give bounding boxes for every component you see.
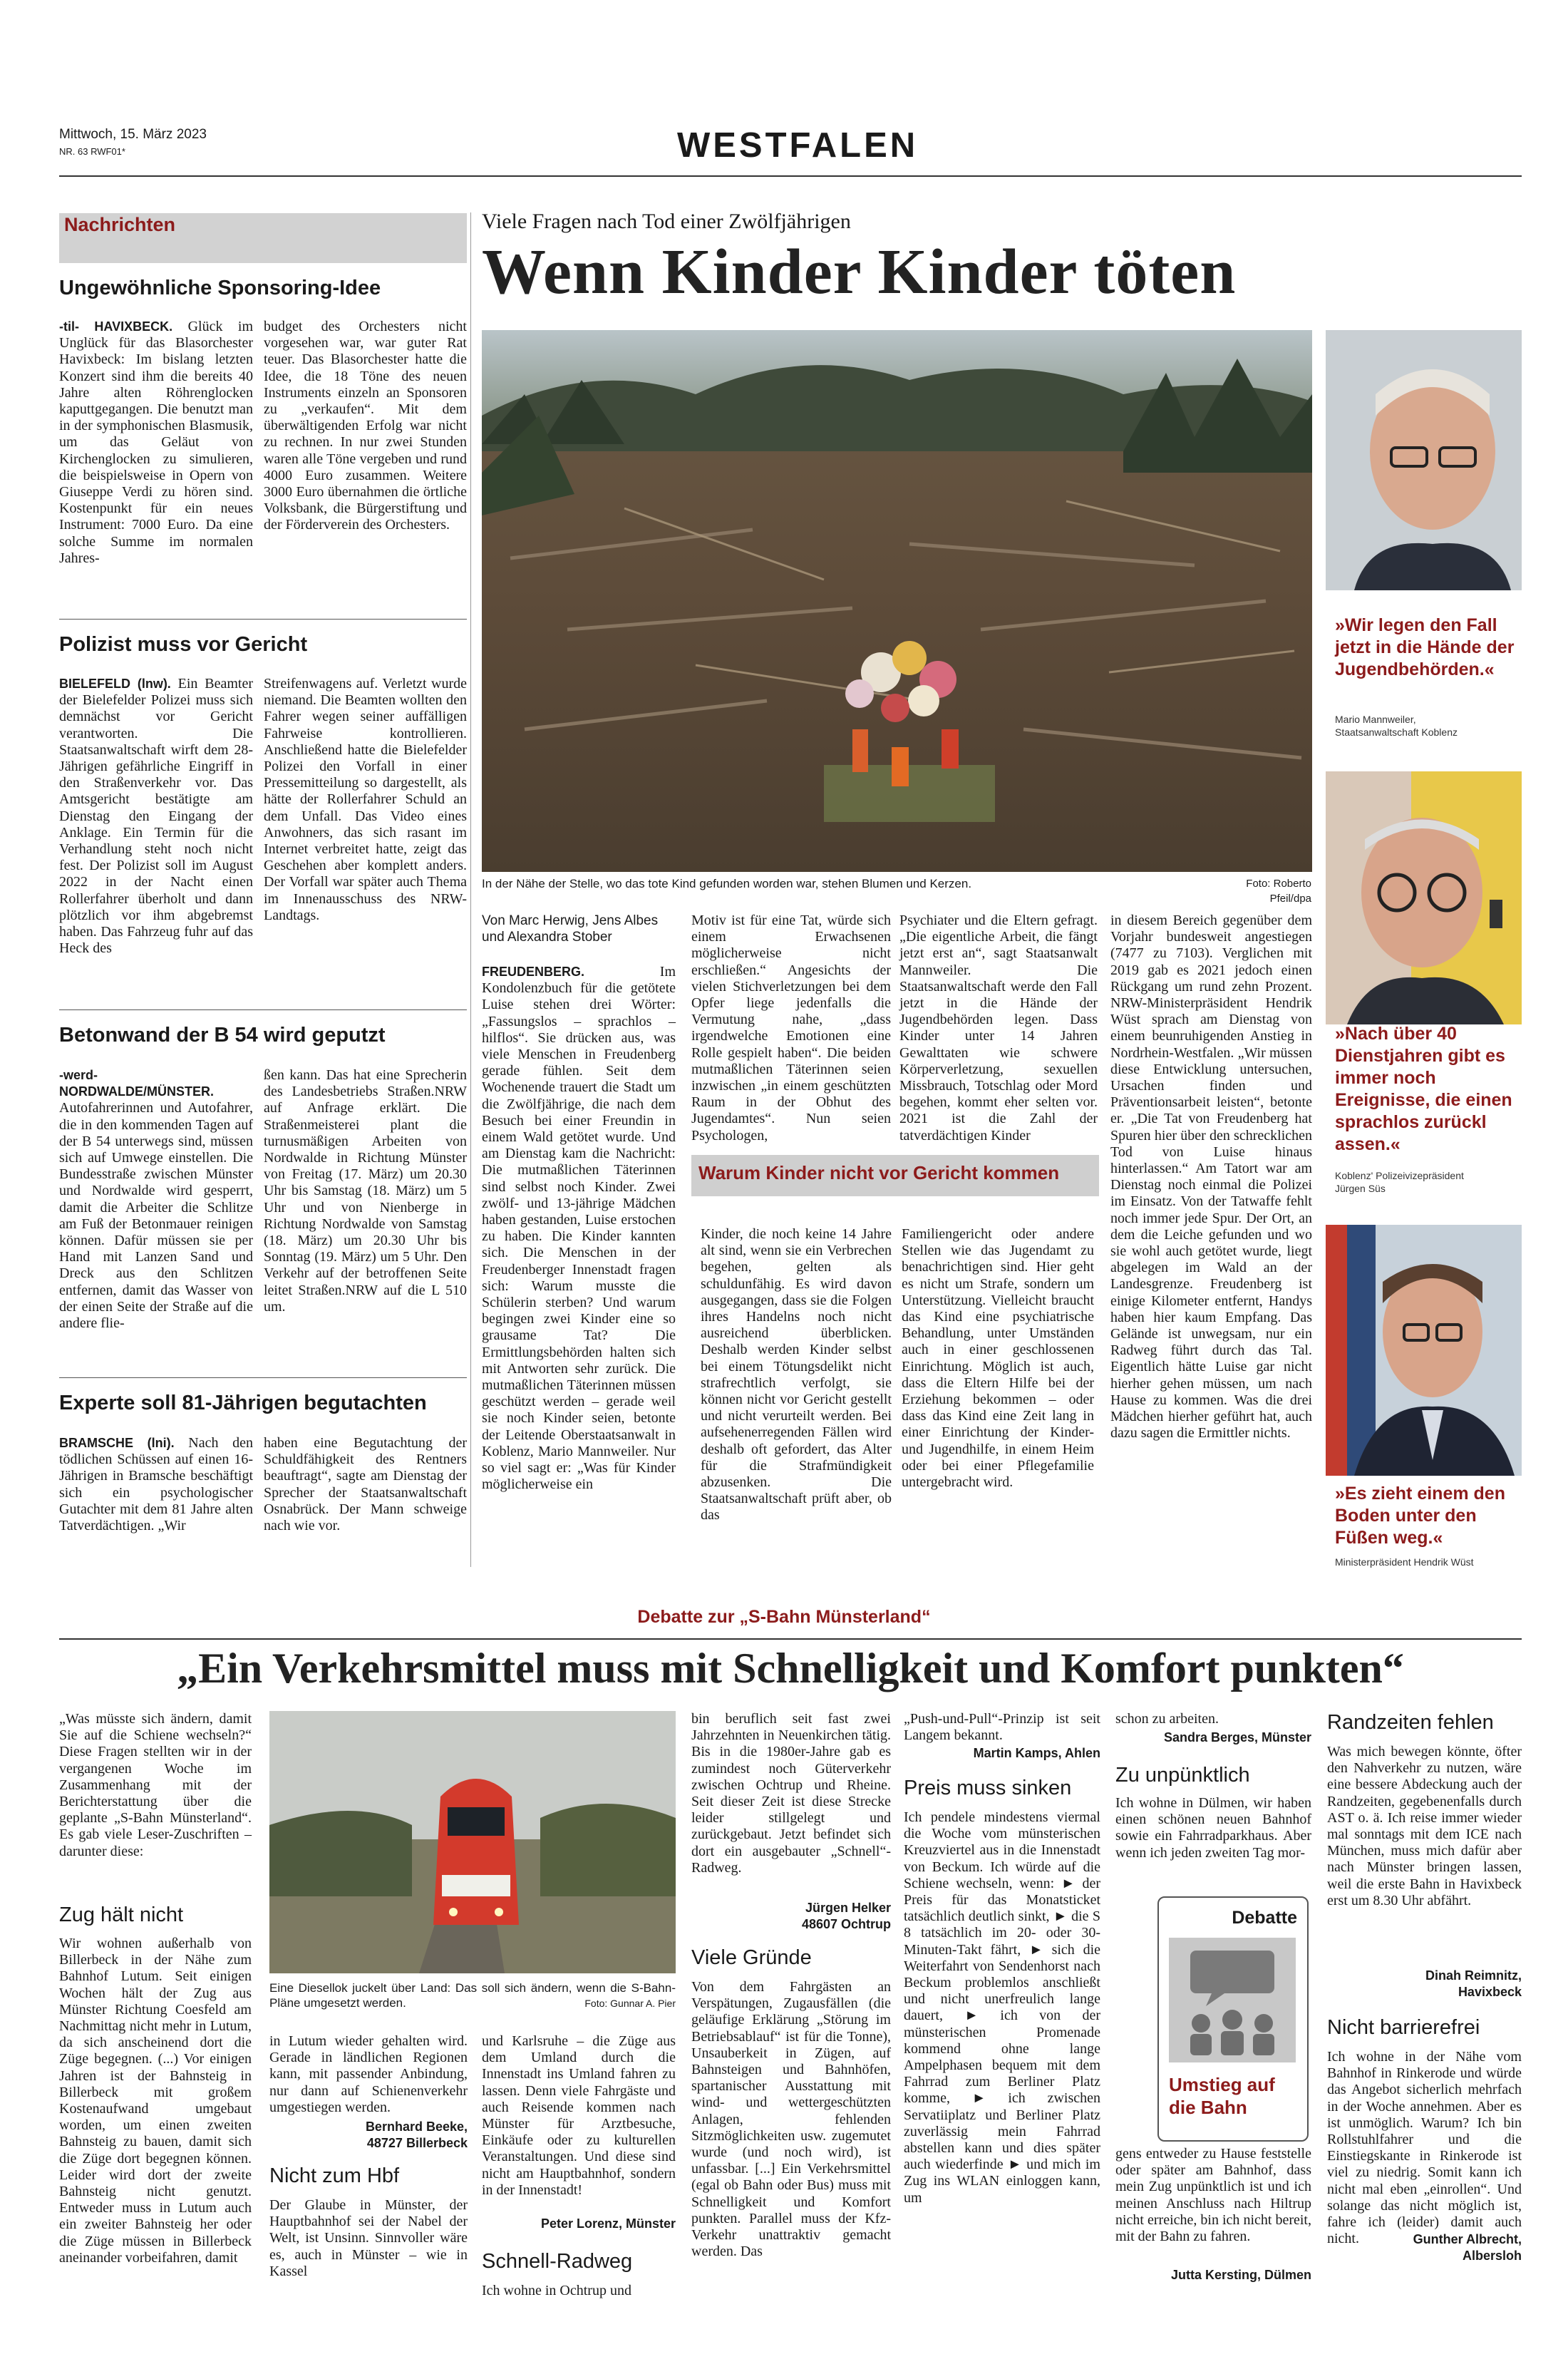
column-rule <box>470 212 471 1567</box>
lead-photo-caption: In der Nähe der Stelle, wo das tote Kind gefunden worden war, stehen Blumen und Kerzen. <box>482 877 972 890</box>
debatte-box-label: Debatte <box>1232 1908 1297 1928</box>
letter-text: Von dem Fahrgästen an Verspätungen, Zugausfällen (die geläufige Erklärung „Störung im Betriebsablauf“ ist für die Tonne), Unsauberkeit in Zügen, auf Bahnsteigen und Bahnhöfen, spartanischer Ausstattung mit wind- und wettergeschützten Anlagen, fehlenden Sitzmöglichkeiten usw. zugemutet wurde (und noch wird), ist unfassbar. [...] Ein Verkehrsmittel (egal ob Bahn oder Bus) muss mit Schnelligkeit und Komfort punkten. Parallel muss der Kfz-Verkehr unattraktiv gemacht werden. Das <box>691 1979 891 2260</box>
brief-text: Nach den tödlichen Schüssen auf einen 16-Jährigen in Bramsche beschäftigt sich ein psychologischer Gutachter mit dem 81 Jahre alten Tatverdächtigen. „Wir <box>59 1435 253 1534</box>
brief-body-col1 <box>59 1435 253 1561</box>
info-box-col2: Familiengericht oder andere Stellen wie das Jugendamt zu benachrichtigen sind. Hier geht es nicht um Strafe, sondern um Unterstützung. Vielleicht braucht das Kind eine psychiatrische Behandlung, unter Umständen auch in einer geschlossenen Einrichtung. Möglich ist auch, dass die Eltern Hilfe bei der Erziehung bekommen – oder dass das Kind eine Zeit lang in einer Einrichtung der Kinder- und Jugendhilfe, in einem Heim oder bei einer Pflegefamilie untergebracht wird. <box>902 1226 1094 1491</box>
brief-body-col2: budget des Orchesters nicht vorgesehen war, war guter Rat teuer. Das Blasorchester hatte die Idee, die 18 Töne des neuen Instruments einzeln an Sponsoren zu „verkaufen“. Mit dem überwältigenden Erfolg war nicht zu rechnen. In nur zwei Stunden waren alle Töne vergeben und rund 4000 Euro zusammen. Weitere 3000 Euro übernahmen die örtliche Volksbank, die Bürgerstiftung und der Förderverein des Orchesters. <box>264 319 467 533</box>
lead-photo <box>482 330 1312 872</box>
train-photo-credit: Foto: Gunnar A. Pier <box>584 1998 676 2009</box>
edition-date: Mittwoch, 15. März 2023 <box>59 127 207 142</box>
lead-headline: Wenn Kinder Kinder töten <box>482 237 1237 307</box>
train-photo <box>269 1711 676 1973</box>
brief-text: Ein Beamter der Bielefelder Polizei muss sich demnächst vor Gericht verantworten. Die Staatsanwaltschaft wirft dem 28-Jährigen gefährliche Eingriff in den Straßenverkehr vor. Das Amtsgericht bestätigte am Dienstag den Eingang der Anklage. Ein Termin für die Verhandlung steht noch nicht fest. Der Polizist soll im August 2022 in der Nacht einen Rollerfahrer überholt und dann plötzlich vor ihm abgebremst haben. Das Fahrzeug fuhr auf das Heck des <box>59 676 253 957</box>
brief-body-col2: ßen kann. Das hat eine Sprecherin des Landesbetriebs Straßen.NRW auf Anfrage erklärt. Die Straßenmeisterei plant die turnusmäßigen Arbeiten von Nordwalde in Richtung Münster von Freitag (17. März) um 20.30 Uhr bis Samstag (18. März) um 5 Uhr und von Nienberge in Richtung Nordwalde von Samstag (18. März) um 20.30 Uhr bis Sonntag (19. März) um 5 Uhr. Den Verkehr auf der betroffenen Seite leitet Straßen.NRW auf die L 510 um. <box>264 1067 467 1315</box>
lead-kicker: Viele Fragen nach Tod einer Zwölfjährigen <box>482 210 851 233</box>
letter-text: Der Glaube in Münster, der Hauptbahnhof sei der Nabel der Welt, ist Unsinn. Sinnvoller wäre es, auch in Münster – wie in Kassel <box>269 2197 468 2279</box>
divider <box>59 1009 467 1010</box>
letter-heading: Viele Gründe <box>691 1946 812 1969</box>
letter-signature: Sandra Berges, Münster <box>1163 1730 1311 1745</box>
letter-signature: Jürgen Helker 48607 Ochtrup <box>801 1901 891 1931</box>
letter-text: Ich wohne in Dülmen, wir haben einen schönen neuen Bahnhof sowie ein Fahrradparkhaus. Aber wenn ich jeden zweiten Tag mor- <box>1115 1795 1311 1861</box>
letter-text: Ich pendele mindestens viermal die Woche vom münsterischen Kreuzviertel aus in die Innenstadt von Beckum. Ich würde auf die Schiene wechseln, wenn: ► der Preis für das Monatsticket tatsächlich deutlich sinkt, ► die S 8 tatsächlich im 20- oder 30-Minuten-Takt fährt, ► sich die Weiterfahrt von Sendenhorst nach Beckum problemlos anschließt und nicht unerfreulich lange dauert, ► ich von der münsterischen Promenade kommend ohne lange Ampelphasen bequem mit dem Fahrrad zum Berliner Platz komme, ► ich zwischen Servatiiplatz und Berliner Platz zuverlässig mein Fahrrad abstellen kann und dies später auch wiederfinde ► und mich im Zug ins WLAN einloggen kann, um <box>904 1809 1100 2206</box>
letter-text: Ich wohne in Ochtrup und <box>482 2283 631 2298</box>
letter-heading: Schnell-Radweg <box>482 2250 633 2273</box>
debatte-box-title: Umstieg auf die Bahn <box>1169 2074 1275 2118</box>
brief-body-col1 <box>59 676 253 1001</box>
brief-text: Glück im Unglück für das Blasorchester Havixbeck: Im bislang letzten Konzert sind ihm die bereits 40 Jahre alten Röhrenglocken kaputtgegangen. Die benutzt man in der symphonischen Blasmusik, um das Geläut von Kirchenglocken zu simulieren, die beispielsweise in Opern von Giuseppe Verdi zu hören sind. Kostenpunkt für ein neues Instrument: 7000 Euro. Da eine solche Summe im normalen Jahres- <box>59 319 253 566</box>
lead-body-col4: in diesem Bereich gegenüber dem Vorjahr bundesweit angestiegen (7477 zu 7103). Verglichen mit 2019 gab es 2021 jedoch einen Rückgang um rund zehn Prozent. NRW-Ministerpräsident Hendrik Wüst sprach am Dienstag von einem beunruhigenden Anstieg in Nordrhein-Westfalen. „Wir müssen diese Entwicklung untersuchen, Ursachen finden und Präventionsarbeit leisten“, betonte er. „Die Tat von Freudenberg hat Spuren hier über den schrecklichen Tod von Luise hinaus hinterlassen.“ Am Tatort war am Dienstag noch einmal die Polizei im Einsatz. Von der Tatwaffe fehlt noch immer jede Spur. Der Ort, an dem die Leiche gefunden und wo sie wohl auch getötet wurde, liegt abgelegen im Wald an der Landesgrenze. Freudenberg ist einige Kilometer entfernt, Handys haben hier kaum Empfang. Das Gelände ist unwegsam, nur ein Radweg führt durch das Tal. Eigentlich hätte Luise gar nicht hierher gehen müssen, um nach Hause zu kommen. Was die drei Mädchen hierher geführt hat, auch dazu sagen die Ermittler nichts. <box>1110 913 1312 1442</box>
pull-quote: »Es zieht einem den Boden unter den Füßen weg.« <box>1335 1484 1505 1548</box>
pull-quote: »Wir legen den Fall jetzt in die Hände der Jugendbehörden.« <box>1335 615 1515 679</box>
portrait-mannweiler <box>1326 330 1522 590</box>
letter-text: und Karlsruhe – die Züge aus dem Umland durch die Innenstadt ins Umland fahren zu lassen. Denn viele Fahrgäste und auch Reisende kommen nach Münster für Arztbesuche, Einkäufe oder zu kulturellen Veranstaltungen. Und diese sind nicht am Hauptbahnhof, sondern in der Innenstadt! <box>482 2033 676 2198</box>
letter-signature: Bernhard Beeke, 48727 Billerbeck <box>365 2119 468 2150</box>
lead-body-col3: Psychiater und die Eltern gefragt. „Die eigentliche Arbeit, die fängt jetzt erst an“, sagt Staatsanwalt Mannweiler. Die Staatsanwaltschaft werde den Fall jetzt in die Hände der Jugendbehörden legen. Dass Kinder unter 14 Jahren Gewalttaten wie schwere Körperverletzung, sexuellen Missbrauch, Totschlag oder Mord begehen, kommt eher selten vor. 2021 ist die Zahl der tatverdächtigen Kinder <box>899 913 1098 1144</box>
divider <box>59 1377 467 1378</box>
brief-dateline: -werd- NORDWALDE/MÜNSTER. <box>59 1068 214 1099</box>
brief-dateline: BIELEFELD (lnw). <box>59 677 171 691</box>
debatte-headline: „Ein Verkehrsmittel muss mit Schnelligkeit und Komfort punkten“ <box>177 1645 1404 1692</box>
letter-text: schon zu arbeiten. <box>1115 1711 1219 1727</box>
debatte-rule <box>59 1638 1522 1640</box>
letter-text: Ich wohne in der Nähe vom Bahnhof in Rinkerode und würde das Angebot sicherlich mehrfach in der Woche annehmen. Aber es ist unmöglich. Warum? Ich bin Rollstuhlfahrer und die Einstiegskante in Rinkerode ist viel zu niedrig. Somit kann ich nicht mal eben „einrollen“. Und solange das nicht möglich ist, fahre ich (leider) damit auch nicht. <box>1327 2049 1522 2247</box>
brief-title: Experte soll 81-Jährigen begutachten <box>59 1392 427 1414</box>
letter-heading: Preis muss sinken <box>904 1777 1072 1799</box>
brief-text: Autofahrerinnen und Autofahrer, die in den kommenden Tagen auf der B 54 unterwegs sind, müssen sich auf Umwege einstellen. Die Bundesstraße zwischen Münster und Nordwalde wird gesperrt, damit die Arbeiter die Schlitze am Fuß der Betonmauer reinigen können. Dafür müssen sie per Hand mit Lanzen Sand und Dreck aus den Schlitzen entfernen, damit das Wasser von der einen Seite der Straße auf die andere flie- <box>59 1100 253 1332</box>
lead-body-col2: Motiv ist für eine Tat, würde sich einem Erwachsenen möglicherweise nicht erschließen.“ Angesichts der vielen Stichverletzungen bei dem Opfer liege jedenfalls die Vermutung nahe, „dass irgendwelche Emotionen eine Rolle gespielt haben“. Die beiden mutmaßlichen Täterinnen seien inzwischen „in einem geschützten Raum in der Obhut des Jugendamtes“. Nun seien Psychologen, <box>691 913 891 1144</box>
letter-text: Wir wohnen außerhalb von Billerbeck in der Nähe zum Bahnhof Lutum. Seit einigen Wochen hält der Zug aus Münster Richtung Coesfeld am Nachmittag nicht mehr in Lutum, da sich anscheinend dort die Züge begegnen. (...) Vor einigen Jahren ist der Bahnsteig in Billerbeck mit großem Kostenaufwand umgebaut worden, um einen zweiten Bahnsteig zu bauen, damit sich die Züge dort begegnen können. Leider wird dort der zweite Bahnsteig nicht genutzt. Entweder muss in Lutum auch ein zweiter Bahnsteig her oder die Züge müssen in Billerbeck aneinander vorbeifahren, damit <box>59 1936 252 2266</box>
brief-body-col2: Streifenwagens auf. Verletzt wurde niemand. Die Beamten wollten den Fahrer wegen seiner auffälligen Fahrweise kontrollieren. Anschließend hatte die Bielefelder Polizei den Vorfall in einer Pressemitteilung so dargestellt, als hätte der Rollerfahrer Schuld an dem Unfall. Das Video eines Anwohners, das sich rasant im Internet verbreitet hatte, zeigt das Geschehen aber komplett anders. Der Vorfall war später auch Thema im Innenausschuss des NRW-Landtags. <box>264 676 467 923</box>
letter-text: Was mich bewegen könnte, öfter den Nahverkehr zu nutzen, wäre eine bessere Abdeckung auch der Randzeiten, gegebenenfalls durch AST o. ä. Ich reise immer wieder mal sonntags mit dem ICE nach München, muss mich dafür aber nach Münster bringen lassen, weil die erste Bahn in Havixbeck erst um 8.30 Uhr abfährt. <box>1327 1744 1522 1908</box>
train-photo-caption: Eine Diesellok juckelt über Land: Das soll sich ändern, wenn die S-Bahn-Pläne umgesetzt werden. <box>269 1981 676 2010</box>
letter-signature: Jutta Kersting, Dülmen <box>1170 2268 1311 2282</box>
quote-source: Ministerpräsident Hendrik Wüst <box>1335 1556 1474 1568</box>
letter-text: bin beruflich seit fast zwei Jahrzehnten in Neuenkirchen tätig. Bis in die 1980er-Jahre gab es zumindest noch Güterverkehr zwischen Ochtrup und Rheine. Seit dieser Zeit ist diese Strecke leider stillgelegt und zurückgebaut. Jetzt befindet sich dort ein ausgebauter „Schnell“-Radweg. <box>691 1711 891 1876</box>
brief-title: Polizist muss vor Gericht <box>59 633 308 656</box>
letter-signature: Dinah Reimnitz, Havixbeck <box>1425 1968 1522 1999</box>
lead-dateline: FREUDENBERG. <box>482 965 585 979</box>
lead-photo-credit: Foto: Roberto Pfeil/dpa <box>1246 878 1311 905</box>
brief-dateline: -til- HAVIXBECK. <box>59 319 173 334</box>
brief-body-col1 <box>59 1067 253 1370</box>
info-box-title: Warum Kinder nicht vor Gericht kommen <box>698 1162 1060 1183</box>
letter-heading: Zug hält nicht <box>59 1903 184 1926</box>
portrait-wuest <box>1326 1225 1522 1476</box>
issue-number: NR. 63 RWF01* <box>59 146 125 157</box>
divider <box>59 619 467 620</box>
letter-text: gens entweder zu Hause feststelle oder später am Bahnhof, dass mein Zug unpünktlich ist und ich meinen Anschluss nach Hiltrup nicht erreiche, bin ich nicht bereit, mit der Bahn zu fahren. <box>1115 2146 1311 2245</box>
debatte-intro: „Was müsste sich ändern, damit Sie auf die Schiene wechseln?“ Diese Fragen stellten wir in der vergangenen Woche im Zusammenhang mit der Berichterstattung über die geplante „S-Bahn Münsterland“. Es gab viele Leser-Zuschriften – darunter diese: <box>59 1711 252 1859</box>
lead-byline: Von Marc Herwig, Jens Albes und Alexandra Stober <box>482 913 659 945</box>
letter-text: „Push-und-Pull“-Prinzip ist seit Langem bekannt. <box>904 1711 1100 1744</box>
quote-source: Mario Mannweiler, Staatsanwaltschaft Koblenz <box>1335 714 1458 738</box>
portrait-sues <box>1326 771 1522 1024</box>
brief-title: Ungewöhnliche Sponsoring-Idee <box>59 277 381 299</box>
letter-heading: Nicht zum Hbf <box>269 2164 400 2187</box>
letter-heading: Zu unpünktlich <box>1115 1764 1250 1787</box>
letter-signature: Peter Lorenz, Münster <box>540 2216 676 2231</box>
lead-body-col1 <box>482 964 676 1576</box>
brief-body-col2: haben eine Begutachtung der Schuldfähigkeit des Rentners beauftragt“, sagte am Dienstag der Sprecher der Staatsanwaltschaft Osnabrück. Der Mann schweige nach wie vor. <box>264 1435 467 1534</box>
discussion-icon <box>1169 1938 1296 2062</box>
letter-heading: Randzeiten fehlen <box>1327 1711 1494 1734</box>
letter-signature: Martin Kamps, Ahlen <box>973 1746 1100 1760</box>
brief-title: Betonwand der B 54 wird geputzt <box>59 1024 386 1047</box>
pull-quote: »Nach über 40 Dienstjahren gibt es immer noch Ereignisse, die einen sprachlos zurückl assen.« <box>1335 1024 1512 1154</box>
brief-body-col1 <box>59 319 253 611</box>
letter-text: in Lutum wieder gehalten wird. Gerade in ländlichen Regionen kann, mit passender Anbindung, nur dann auf Schienenverkehr umgestiegen werden. <box>269 2033 468 2115</box>
nachrichten-label: Nachrichten <box>64 214 176 235</box>
masthead-rule <box>59 175 1522 177</box>
lead-text: Im Kondolenzbuch für die getötete Luise stehen drei Wörter: „Fassungslos – sprachlos – hilflos“. Sie drücken aus, was viele Menschen in Freudenberg gerade fühlen. Seit dem Wochenende trauert die Stadt um die Zwölfjährige, die nach dem Besuch bei einer Freundin in einem Wald getötet wurde. Und am Dienstag kam die Nachricht: Die mutmaßlichen Täterinnen sind selbst noch Kinder. Zwei zwölf- und 13-jährige Mädchen haben gestanden, Luise erstochen zu haben. Die Kinder kannten sich. Die Menschen in der Freudenberger Innenstadt fragen sich: Warum musste die Schülerin sterben? Und warum begingen zwei Kinder eine so grausame Tat? Die Ermittlungsbehörden halten sich mit Antworten sehr zurück. Die mutmaßlichen Täterinnen müssen geschützt werden – gerade weil sie noch Kinder seien, betonte der Leitende Oberstaatsanwalt in Koblenz, Mario Mannweiler. Nur so viel sagt er: „Was für Kinder möglicherweise ein <box>482 964 676 1493</box>
letter-heading: Nicht barrierefrei <box>1327 2016 1480 2039</box>
info-box-col1: Kinder, die noch keine 14 Jahre alt sind, wenn sie ein Verbrechen begehen, gelten als schuldunfähig. Es wird davon ausgegangen, dass sie die Folgen ihres Handelns noch nicht ausreichend überblicken. Deshalb werden Kinder selbst bei einem Tötungsdelikt nicht strafrechtlich verfolgt, sie können nicht vor Gericht gestellt und nicht verurteilt werden. Bei aufsehenerregenden Fällen wird deshalb oft gefordert, das Alter für die Strafmündigkeit abzusenken. Die Staatsanwaltschaft prüft aber, ob das <box>701 1226 892 1524</box>
debatte-kicker: Debatte zur „S-Bahn Münsterland“ <box>637 1607 931 1627</box>
quote-source: Koblenz' Polizeivizepräsident Jürgen Süs <box>1335 1170 1464 1194</box>
section-title: WESTFALEN <box>677 126 919 165</box>
letter-signature: Gunther Albrecht, Albersloh <box>1413 2232 1522 2263</box>
brief-dateline: BRAMSCHE (lni). <box>59 1436 175 1450</box>
